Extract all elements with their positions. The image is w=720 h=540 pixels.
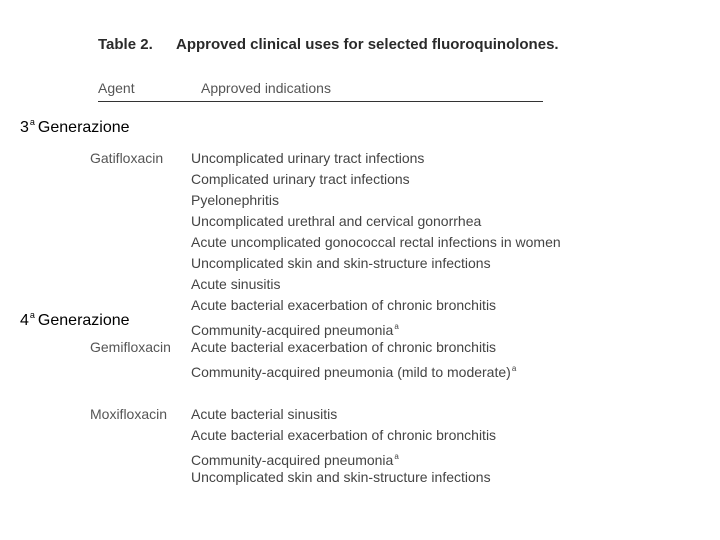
- generation-3-text: Generazione: [37, 119, 130, 136]
- indication-text: Uncomplicated urinary tract infections: [191, 150, 425, 166]
- indication-item: [191, 358, 516, 383]
- indication-text: Acute bacterial exacerbation of chronic bronchitis: [191, 339, 497, 355]
- agent-column-header: Agent: [98, 80, 135, 96]
- table-number: Table 2.: [98, 36, 153, 53]
- indication-text: Acute bacterial exacerbation of chronic bronchitis: [191, 427, 497, 443]
- indication-item: [191, 232, 561, 253]
- generation-3-number: 3: [20, 119, 29, 136]
- footnote-marker: a: [511, 364, 517, 373]
- indication-text: Community-acquired pneumonia: [191, 452, 394, 468]
- indication-item: [191, 274, 280, 295]
- indication-text: Uncomplicated urethral and cervical gonorrhea: [191, 213, 482, 229]
- footnote-marker: a: [394, 452, 399, 461]
- generation-3-superscript: a: [29, 117, 35, 127]
- indication-text: Acute sinusitis: [191, 276, 281, 292]
- header-rule: [98, 101, 543, 102]
- generation-4-superscript: a: [29, 310, 35, 320]
- indication-item: [191, 169, 410, 190]
- footnote-marker: a: [394, 322, 399, 331]
- indication-item: [191, 295, 496, 316]
- indication-item: [191, 425, 496, 446]
- indication-text: Acute uncomplicated gonococcal rectal infections in women: [191, 234, 561, 250]
- table-title: Approved clinical uses for selected fluoroquinolones.: [176, 36, 559, 53]
- indication-item: [191, 211, 481, 232]
- agent-name: Gemifloxacin: [90, 339, 171, 355]
- indication-text: Uncomplicated skin and skin-structure infections: [191, 255, 491, 271]
- generation-4-text: Generazione: [37, 312, 130, 329]
- agent-name: Gatifloxacin: [90, 150, 164, 166]
- indication-text: Complicated urinary tract infections: [191, 171, 410, 187]
- indication-item: [191, 467, 491, 488]
- indication-item: [191, 337, 496, 358]
- indication-item: [191, 148, 424, 169]
- indication-text: Community-acquired pneumonia (mild to moderate): [191, 364, 511, 380]
- indication-item: [191, 253, 491, 274]
- indication-item: [191, 190, 279, 211]
- generation-4-label: [20, 310, 130, 330]
- indication-item: [191, 404, 337, 425]
- indication-text: Pyelonephritis: [191, 192, 279, 208]
- indication-text: Community-acquired pneumonia: [191, 322, 394, 338]
- indication-text: Acute bacterial exacerbation of chronic bronchitis: [191, 297, 497, 313]
- generation-3-label: [20, 117, 130, 137]
- generation-4-number: 4: [20, 312, 29, 329]
- indications-column-header: Approved indications: [201, 80, 331, 96]
- agent-name: Moxifloxacin: [90, 406, 168, 422]
- indication-text: Uncomplicated skin and skin-structure infections: [191, 469, 491, 485]
- indication-text: Acute bacterial sinusitis: [191, 406, 338, 422]
